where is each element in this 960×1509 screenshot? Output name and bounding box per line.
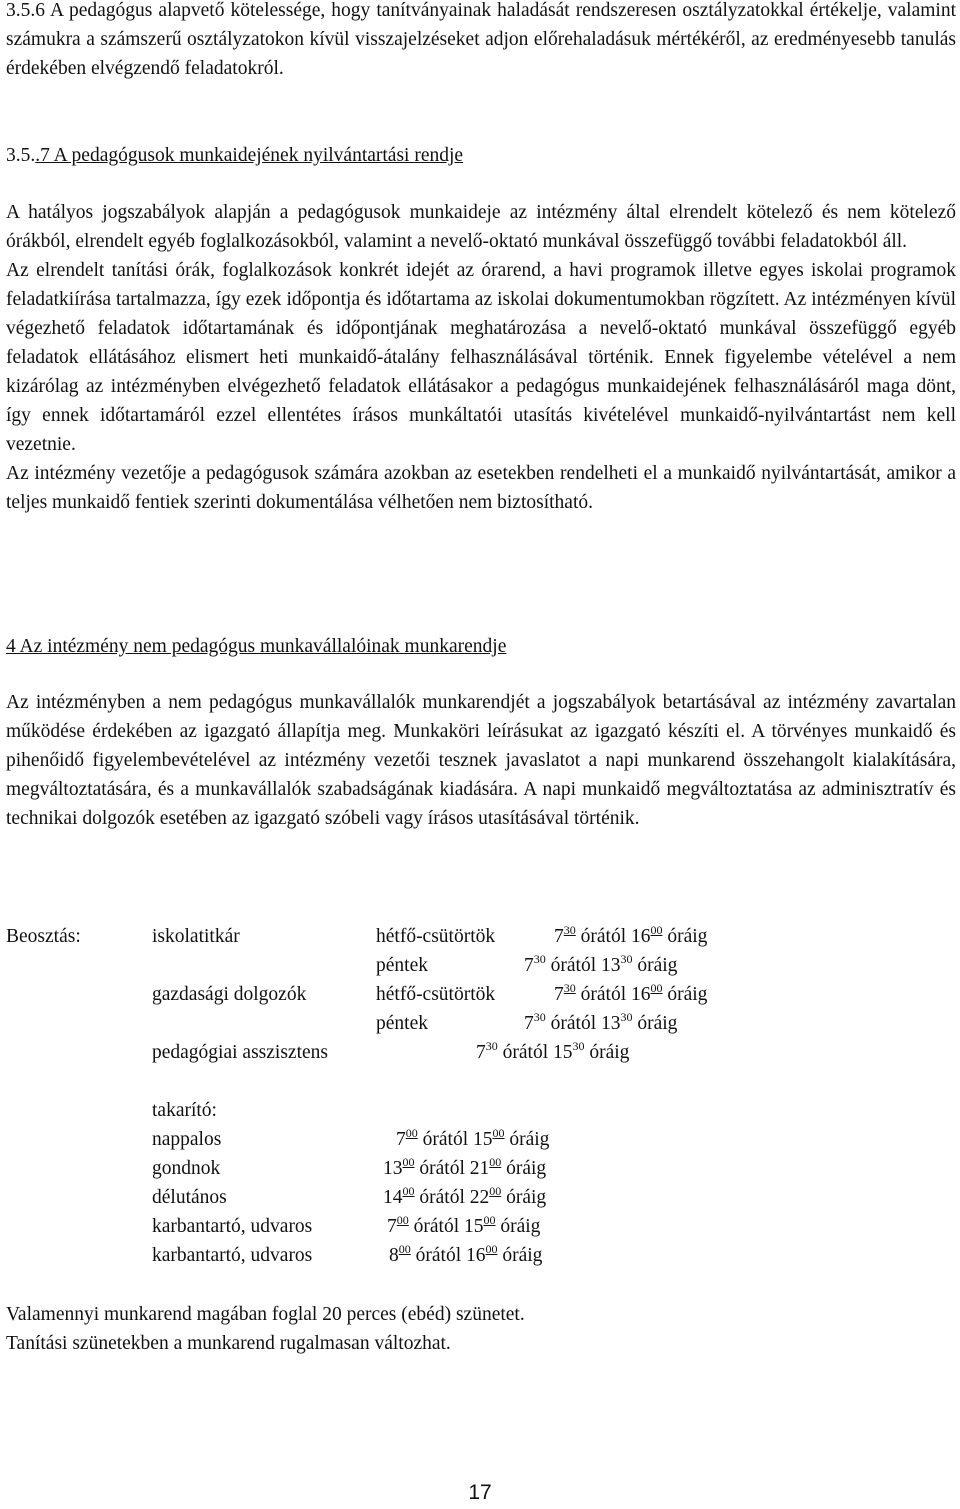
- cleaner-time: $13^{00}$ órától $21^{00}$ óráig: [383, 1155, 547, 1179]
- schedule-time: $7^{30}$ órától $16^{00}$ óráig: [554, 923, 708, 947]
- time-value: $7^{30}$: [524, 952, 546, 976]
- cleaner-time: $8^{00}$ órától $16^{00}$ óráig: [389, 1242, 543, 1266]
- time-minutes: 30: [533, 1010, 546, 1024]
- cleaner-time: $7^{00}$ órától $15^{00}$ óráig: [387, 1213, 541, 1237]
- section-4-body: [6, 688, 956, 833]
- time-value: $7^{30}$: [476, 1039, 498, 1063]
- time-value: $16^{00}$: [630, 981, 663, 1005]
- time-minutes: 00: [650, 981, 663, 995]
- time-minutes: 30: [533, 952, 546, 966]
- schedule-role: iskolatitkár: [152, 926, 240, 947]
- time-minutes: 30: [485, 1039, 498, 1053]
- time-value: $13^{30}$: [600, 952, 633, 976]
- time-value: $15^{00}$: [472, 1126, 505, 1150]
- time-value: $15^{00}$: [463, 1213, 496, 1237]
- cleaner-role: karbantartó, udvaros: [152, 1245, 313, 1266]
- schedule-days: hétfő-csütörtök: [376, 926, 496, 947]
- schedule-days: hétfő-csütörtök: [376, 984, 496, 1005]
- cleaner-role: karbantartó, udvaros: [152, 1216, 313, 1237]
- closing-line-2: Tanítási szünetekben a munkarend rugalmasan változhat.: [6, 1333, 451, 1354]
- cleaner-role: délutános: [152, 1187, 227, 1208]
- time-minutes: 00: [483, 1213, 496, 1227]
- paragraph-3-5-7-a: A hatályos jogszabályok alapján a pedagógusok munkaideje az intézmény által elrendelt kötelező és nem kötelező órákból, elrendelt egyéb foglalkozásokból, valamint a nevelő-oktató munkával összefüggő további feladatokból áll.: [6, 202, 956, 252]
- schedule-days: péntek: [376, 1013, 428, 1034]
- time-value: $13^{00}$: [383, 1155, 415, 1179]
- time-value: $7^{30}$: [524, 1010, 546, 1034]
- cleaner-role: gondnok: [152, 1158, 221, 1179]
- paragraph-3-5-7-c: Az intézmény vezetője a pedagógusok számára azokban az esetekben rendelheti el a munkaidő nyilvántartását, amikor a teljes munkaidő fentiek szerinti dokumentálása vélhetően nem biztosítható.: [6, 463, 956, 513]
- paragraph-section-4: Az intézményben a nem pedagógus munkavállalók munkarendjét a jogszabályok betartásával az intézmény zavartalan működése érdekében az igazgató állapítja meg. Munkaköri leírásukat az igazgató készíti el. A törvényes munkaidő és pihenőidő figyelembevételével az intézmény vezetői tesznek javaslatot a napi munkarend összehangolt kialakítására, megváltoztatására, és a munkavállalók szabadságának kiadására. A napi munkaidő megváltoztatása az adminisztratív és technikai dolgozók esetében az igazgató szóbeli vagy írásos utasításával történik.: [6, 692, 956, 829]
- heading-3-5-7: [6, 141, 463, 170]
- time-minutes: 00: [398, 1242, 411, 1256]
- time-minutes: 00: [489, 1184, 502, 1198]
- time-minutes: 00: [405, 1126, 418, 1140]
- schedule-time: $7^{30}$ órától $13^{30}$ óráig: [524, 1010, 678, 1034]
- heading-3-5-7-title: .7 A pedagógusok munkaidejének nyilvántartási rendje: [35, 145, 464, 166]
- time-value: $8^{00}$: [389, 1242, 411, 1266]
- time-value: $16^{00}$: [465, 1242, 498, 1266]
- cleaner-time: $14^{00}$ órától $22^{00}$ óráig: [383, 1184, 547, 1208]
- time-value: $16^{00}$: [630, 923, 663, 947]
- cleaner-role: nappalos: [152, 1129, 222, 1150]
- time-value: $7^{30}$: [554, 923, 576, 947]
- section-3-5-7-body: [6, 198, 956, 517]
- time-minutes: 30: [620, 952, 633, 966]
- schedule-time: $7^{30}$ órától $13^{30}$ óráig: [524, 952, 678, 976]
- heading-3-5-7-prefix: 3.5.: [6, 145, 36, 166]
- time-minutes: 30: [563, 981, 576, 995]
- schedule-role: pedagógiai asszisztens: [152, 1042, 328, 1063]
- cleaner-time: $7^{00}$ órától $15^{00}$ óráig: [396, 1126, 550, 1150]
- time-value: $14^{00}$: [383, 1184, 415, 1208]
- schedule-days: péntek: [376, 955, 428, 976]
- schedule-role: gazdasági dolgozók: [152, 984, 307, 1005]
- paragraph-3-5-6: 3.5.6 A pedagógus alapvető kötelessége, hogy tanítványainak haladását rendszeresen osztályzatokkal értékelje, valamint számukra a számszerű osztályzatokon kívül visszajelzéseket adjon előrehaladásuk mértékéről, az eredményesebb tanulás érdekében elvégzendő feladatokról.: [6, 0, 956, 79]
- time-value: $15^{30}$: [552, 1039, 585, 1063]
- time-minutes: 00: [396, 1213, 409, 1227]
- schedule-block: [6, 922, 956, 1282]
- time-value: $7^{00}$: [396, 1126, 418, 1150]
- time-value: $13^{30}$: [600, 1010, 633, 1034]
- schedule-time: $7^{30}$ órától $15^{30}$ óráig: [476, 1039, 630, 1063]
- time-minutes: 00: [489, 1155, 502, 1169]
- time-minutes: 00: [492, 1126, 505, 1140]
- schedule-label: Beosztás:: [6, 926, 81, 947]
- time-value: $21^{00}$: [469, 1155, 502, 1179]
- heading-section-4: 4 Az intézmény nem pedagógus munkavállalóinak munkarendje: [6, 636, 507, 657]
- time-minutes: 30: [563, 923, 576, 937]
- section-3-5-6: [6, 0, 956, 83]
- cleaner-label: takarító:: [152, 1100, 217, 1121]
- closing-line-1: Valamennyi munkarend magában foglal 20 perces (ebéd) szünetet.: [6, 1304, 525, 1325]
- paragraph-3-5-7-b: Az elrendelt tanítási órák, foglalkozások konkrét idejét az órarend, a havi programok illetve egyes iskolai programok feladatkiírása tartalmazza, így ezek időpontja és időtartama az iskolai dokumentumokban rögzített. Az intézményen kívül végezhető feladatok időtartamának és időpontjának meghatározása a nevelő-oktató munkával összefüggő egyéb feladatok ellátásához elismert heti munkaidő-átalány felhasználásával történik. Ennek figyelembe vételével a nem kizárólag az intézményben elvégezhető feladatok ellátásakor a pedagógus munkaidejének felhasználásáról maga dönt, így ennek időtartamáról ezzel ellentétes írásos munkáltatói utasítás kivételével munkaidő-nyilvántartást nem kell vezetnie.: [6, 260, 956, 455]
- time-minutes: 00: [650, 923, 663, 937]
- time-value: $7^{30}$: [554, 981, 576, 1005]
- time-minutes: 30: [572, 1039, 585, 1053]
- schedule-time: $7^{30}$ órától $16^{00}$ óráig: [554, 981, 708, 1005]
- time-value: $22^{00}$: [469, 1184, 502, 1208]
- time-value: $7^{00}$: [387, 1213, 409, 1237]
- time-minutes: 00: [402, 1155, 415, 1169]
- time-minutes: 00: [402, 1184, 415, 1198]
- time-minutes: 00: [485, 1242, 498, 1256]
- time-minutes: 30: [620, 1010, 633, 1024]
- page-number: 17: [468, 1481, 492, 1504]
